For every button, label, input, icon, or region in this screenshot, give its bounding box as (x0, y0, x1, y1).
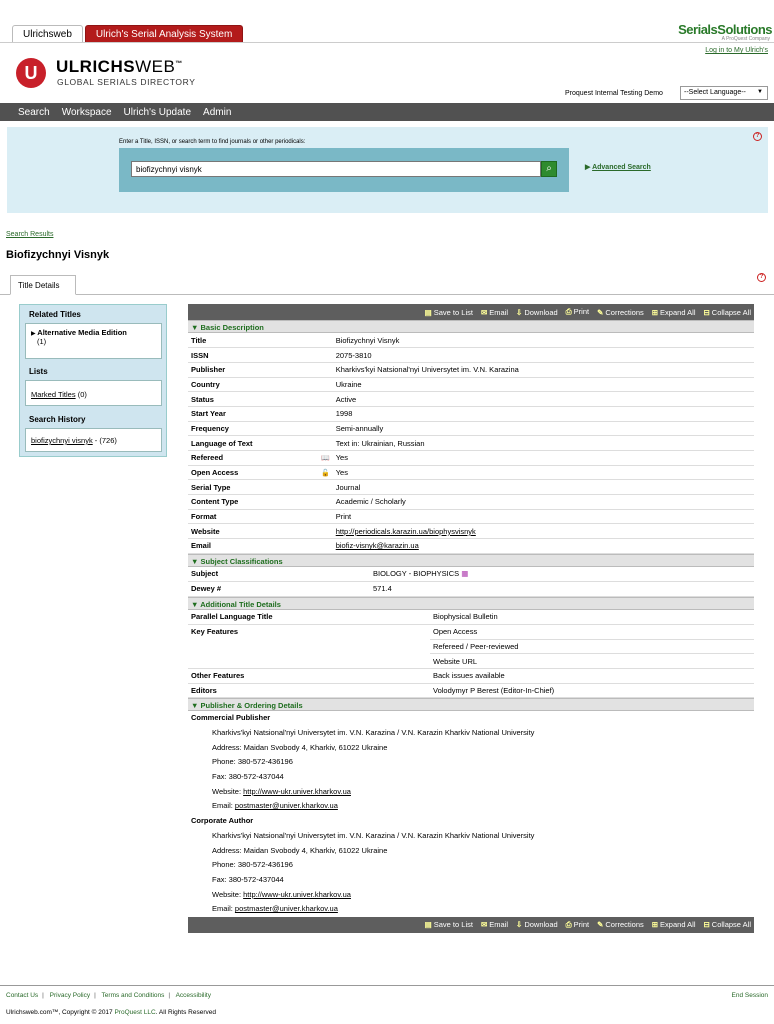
commercial-fax: Fax: 380-572-437044 (212, 772, 284, 782)
print-button[interactable] (566, 307, 589, 317)
related-titles-heading: Related Titles (29, 310, 81, 319)
tab-serial-analysis[interactable]: Ulrich's Serial Analysis System (85, 25, 243, 43)
commercial-phone: Phone: 380-572-436196 (212, 757, 293, 767)
row-value: Academic / Scholarly (333, 495, 754, 510)
copyright (6, 1009, 216, 1016)
nav-admin[interactable]: Admin (203, 106, 232, 118)
row-value: Text in: Ukrainian, Russian (333, 436, 754, 451)
logo-light: WEB (135, 57, 176, 76)
save-to-list-button[interactable] (425, 308, 473, 317)
sidebar (19, 304, 167, 457)
language-value: --Select Language-- (684, 89, 746, 96)
commercial-website (188, 785, 754, 800)
tab-title-details[interactable]: Title Details (10, 275, 76, 295)
nav-search[interactable]: Search (18, 106, 50, 118)
commercial-name: Kharkivs'kyi Natsional'nyi Universytet im. V.N. Karazina / V.N. Karazin Kharkiv National University (212, 728, 535, 737)
page-title: Biofizychnyi Visnyk (6, 249, 110, 261)
row-key: Parallel Language Title (188, 610, 430, 625)
terms-link[interactable]: Terms and Conditions (101, 992, 165, 999)
triangle-down-icon: ▼ (191, 701, 201, 711)
email-label: Email: (212, 801, 235, 811)
row-key: Title (188, 333, 318, 348)
row-value: Ukraine (333, 377, 754, 392)
divider (0, 42, 774, 43)
copyright-pre: Ulrichsweb.com™, Copyright © 2017 (6, 1009, 115, 1016)
row-icon-cell (318, 348, 333, 363)
main-nav (0, 103, 774, 121)
expand-icon: ⊞ (651, 920, 659, 930)
website-label: Website: (212, 889, 244, 899)
lists-heading: Lists (29, 367, 48, 376)
pencil-icon: ✎ (597, 920, 604, 930)
alt-media-count: (1) (37, 337, 47, 346)
row-value: Biofizychnyi Visnyk (333, 333, 754, 348)
ulrichsweb-logo-icon: U (16, 58, 46, 88)
row-value: Journal (333, 480, 754, 495)
row-key: Editors (188, 683, 430, 698)
row-value: 2075-3810 (333, 348, 754, 363)
table-row (188, 624, 754, 639)
printer-icon: ⎙ (565, 919, 572, 929)
row-icon-cell (318, 362, 333, 377)
book-icon: 📖 (321, 454, 330, 462)
related-titles-box (25, 323, 162, 359)
row-key: Website (188, 524, 318, 539)
section-publisher-ordering[interactable] (188, 698, 754, 711)
end-session-link[interactable]: End Session (731, 992, 768, 999)
email-link[interactable]: biofiz-visnyk@karazin.ua (335, 541, 419, 551)
table-row (188, 406, 754, 421)
accessibility-link[interactable]: Accessibility (175, 992, 211, 999)
login-link[interactable]: Log in to My Ulrich's (705, 47, 768, 54)
ulrichsweb-logo (56, 57, 183, 77)
row-key: Open Access (188, 465, 318, 480)
save-to-list-button[interactable] (425, 920, 473, 929)
logo-bold: ULRICHS (56, 57, 136, 76)
divider (0, 985, 774, 986)
row-icon-cell (318, 333, 333, 348)
footer-links (6, 992, 211, 999)
row-key: Subject (188, 567, 370, 582)
section-additional-title-details[interactable] (188, 597, 754, 610)
proquest-link[interactable]: ProQuest LLC (114, 1009, 156, 1016)
row-key: Format (188, 509, 318, 524)
unlock-icon: 🔓 (321, 469, 330, 477)
subject-value: BIOLOGY - BIOPHYSICS (373, 569, 460, 579)
row-icon-cell (318, 451, 333, 466)
email-label: Email (489, 920, 509, 930)
expand-all-button[interactable] (652, 920, 696, 929)
nav-workspace[interactable]: Workspace (61, 106, 112, 118)
print-label: Print (573, 919, 590, 929)
row-icon-cell (318, 406, 333, 421)
subject-tree-icon[interactable]: ▦ (461, 569, 469, 579)
history-count: - (726) (94, 436, 117, 445)
email-button[interactable] (481, 920, 508, 929)
row-value: Website URL (430, 654, 754, 669)
expand-icon: ⊞ (651, 307, 659, 317)
save-icon: ▤ (424, 920, 432, 930)
commercial-email (188, 799, 754, 814)
table-row (188, 509, 754, 524)
tab-ulrichsweb[interactable]: Ulrichsweb (12, 25, 83, 43)
separator: | (168, 992, 171, 999)
print-label: Print (573, 307, 590, 316)
chevron-down-icon: ▼ (757, 89, 763, 95)
section-label: Additional Title Details (200, 599, 281, 609)
table-row (188, 362, 754, 377)
expand-all-button[interactable] (652, 308, 696, 317)
row-value: Volodymyr P Berest (Editor-In-Chief) (430, 683, 754, 698)
commercial-heading: Commercial Publisher (191, 713, 271, 723)
row-icon-cell (318, 465, 333, 480)
table-row (188, 392, 754, 407)
table-row (188, 683, 754, 698)
commercial-website-link[interactable]: http://www-ukr.univer.kharkov.ua (243, 786, 351, 796)
download-button[interactable] (516, 308, 558, 317)
logo-tm: ™ (175, 60, 183, 68)
table-row (188, 421, 754, 436)
row-key: Email (188, 539, 318, 554)
corporate-email (188, 902, 754, 917)
email-label: Email (489, 307, 509, 317)
collapse-label: Collapse All (711, 307, 751, 317)
corporate-email-link[interactable]: postmaster@univer.kharkov.ua (234, 904, 338, 914)
row-icon-cell (318, 509, 333, 524)
triangle-down-icon: ▼ (191, 323, 201, 332)
arrow-right-icon: ▶ (585, 164, 593, 171)
table-row (188, 582, 754, 597)
collapse-all-button[interactable] (704, 920, 752, 929)
row-key: Dewey # (188, 582, 370, 597)
row-value: Refereed / Peer-reviewed (430, 639, 754, 654)
contact-us-link[interactable]: Contact Us (6, 992, 39, 999)
row-value: 1998 (333, 406, 754, 421)
collapse-icon: ⊟ (703, 307, 710, 317)
row-value (370, 567, 754, 582)
save-icon: ▤ (424, 307, 432, 317)
row-icon-cell (318, 495, 333, 510)
row-value: Open Access (430, 624, 754, 639)
section-subject-classifications[interactable] (188, 554, 754, 567)
pencil-icon: ✎ (597, 307, 604, 317)
corrections-label: Corrections (605, 307, 644, 317)
triangle-down-icon: ▼ (191, 556, 201, 566)
commercial-publisher (188, 711, 754, 814)
lists-box (25, 380, 162, 406)
corrections-button[interactable] (597, 308, 644, 317)
corporate-website (188, 888, 754, 903)
table-row (188, 333, 754, 348)
row-key: Other Features (188, 668, 430, 683)
row-value: Kharkivs'kyi Natsional'nyi Universytet im. V.N. Karazina (333, 362, 754, 377)
table-row (188, 377, 754, 392)
row-icon-cell (318, 377, 333, 392)
row-key: Serial Type (188, 480, 318, 495)
row-value: Print (333, 509, 754, 524)
row-key: Language of Text (188, 436, 318, 451)
breadcrumb[interactable]: Search Results (6, 231, 54, 238)
print-button[interactable] (566, 920, 589, 930)
corporate-address: Address: Maidan Svobody 4, Kharkiv, 61022 Ukraine (212, 845, 388, 855)
download-label: Download (524, 307, 558, 317)
help-icon[interactable]: ? (753, 132, 762, 141)
collapse-all-button[interactable] (704, 308, 752, 317)
save-label: Save to List (433, 920, 473, 930)
save-label: Save to List (433, 307, 473, 317)
row-value: 571.4 (370, 582, 754, 597)
advanced-search-link[interactable]: Advanced Search (592, 164, 651, 171)
commercial-email-link[interactable]: postmaster@univer.kharkov.ua (234, 801, 338, 811)
logo-subtitle: GLOBAL SERIALS DIRECTORY (57, 77, 196, 87)
separator: | (94, 992, 96, 999)
expand-label: Expand All (660, 920, 696, 930)
row-value (333, 524, 754, 539)
website-link[interactable]: http://periodicals.karazin.ua/biophysvisnyk (335, 526, 476, 536)
corporate-name: Kharkivs'kyi Natsional'nyi Universytet im. V.N. Karazina / V.N. Karazin Kharkiv National University (212, 830, 535, 840)
row-key: Key Features (188, 624, 430, 668)
row-icon-cell (318, 392, 333, 407)
row-key: Publisher (188, 362, 318, 377)
collapse-label: Collapse All (711, 920, 751, 930)
basic-description-table (188, 333, 754, 554)
table-row (188, 495, 754, 510)
corrections-button[interactable] (597, 920, 644, 929)
envelope-icon: ✉ (480, 307, 488, 317)
additional-table (188, 610, 754, 699)
copyright-post: . All Rights Reserved (155, 1009, 216, 1016)
search-history-box (25, 428, 162, 452)
serials-solutions-sub: A ProQuest Company (721, 36, 770, 42)
language-select[interactable] (680, 86, 768, 100)
table-row (188, 610, 754, 625)
corrections-label: Corrections (605, 920, 644, 930)
email-label: Email: (212, 904, 235, 914)
row-icon-cell (318, 524, 333, 539)
row-icon-cell (318, 436, 333, 451)
row-value: Yes (333, 465, 754, 480)
help-icon[interactable]: ? (757, 273, 766, 282)
row-value: Semi-annually (333, 421, 754, 436)
separator: | (42, 992, 44, 999)
search-prompt: Enter a Title, ISSN, or search term to find journals or other periodicals: (119, 139, 306, 145)
toolbar-bottom (188, 917, 754, 933)
row-icon-cell (318, 421, 333, 436)
user-label: Proquest Internal Testing Demo (565, 90, 663, 97)
envelope-icon: ✉ (480, 920, 488, 930)
download-label: Download (524, 920, 558, 930)
history-item-link[interactable]: biofizychnyi visnyk (31, 436, 93, 445)
row-key: Refereed (188, 451, 318, 466)
row-icon-cell (318, 539, 333, 554)
toolbar-top (188, 304, 754, 320)
search-history-heading: Search History (29, 415, 86, 424)
row-value: Yes (333, 451, 754, 466)
row-value (333, 539, 754, 554)
privacy-policy-link[interactable]: Privacy Policy (49, 992, 91, 999)
email-button[interactable] (481, 308, 508, 317)
row-icon-cell (318, 480, 333, 495)
marked-titles-link[interactable]: Marked Titles (31, 390, 76, 399)
section-label: Basic Description (200, 323, 264, 332)
row-key: Status (188, 392, 318, 407)
corporate-fax: Fax: 380-572-437044 (212, 874, 284, 884)
row-key: Country (188, 377, 318, 392)
section-label: Subject Classifications (200, 556, 283, 566)
subject-table (188, 567, 754, 597)
collapse-icon: ⊟ (703, 920, 710, 930)
marked-count: (0) (77, 390, 87, 399)
table-row (188, 465, 754, 480)
triangle-down-icon: ▼ (191, 599, 201, 609)
table-row (188, 539, 754, 554)
row-key: Frequency (188, 421, 318, 436)
divider (0, 294, 774, 295)
corporate-phone: Phone: 380-572-436196 (212, 860, 293, 870)
corporate-heading: Corporate Author (191, 816, 254, 826)
nav-ulrichs-update[interactable]: Ulrich's Update (123, 106, 192, 118)
arrow-right-icon: ▶ (31, 331, 38, 337)
row-key: Content Type (188, 495, 318, 510)
download-icon: ⇩ (516, 920, 523, 930)
search-input[interactable] (131, 161, 541, 177)
row-key: ISSN (188, 348, 318, 363)
expand-label: Expand All (660, 307, 696, 317)
table-row (188, 567, 754, 582)
download-icon: ⇩ (516, 307, 523, 317)
section-label: Publisher & Ordering Details (200, 701, 303, 711)
table-row (188, 524, 754, 539)
table-row (188, 436, 754, 451)
table-row (188, 348, 754, 363)
row-key: Start Year (188, 406, 318, 421)
row-value: Back issues available (430, 668, 754, 683)
section-basic-description[interactable] (188, 320, 754, 333)
search-icon[interactable]: ⌕ (541, 161, 557, 177)
table-row (188, 451, 754, 466)
download-button[interactable] (516, 920, 558, 929)
row-value: Active (333, 392, 754, 407)
printer-icon: ⎙ (565, 307, 572, 316)
website-label: Website: (212, 786, 244, 796)
row-value: Biophysical Bulletin (430, 610, 754, 625)
alt-media-link[interactable]: Alternative Media Edition (37, 328, 127, 337)
table-row (188, 480, 754, 495)
commercial-address: Address: Maidan Svobody 4, Kharkiv, 61022 Ukraine (212, 742, 388, 752)
title-details-panel (188, 304, 754, 933)
serials-solutions-logo: SerialsSolutions (678, 22, 772, 37)
corporate-website-link[interactable]: http://www-ukr.univer.kharkov.ua (243, 889, 351, 899)
corporate-author (188, 814, 754, 917)
advanced-search (585, 163, 651, 171)
table-row (188, 668, 754, 683)
top-tabs (12, 25, 245, 43)
